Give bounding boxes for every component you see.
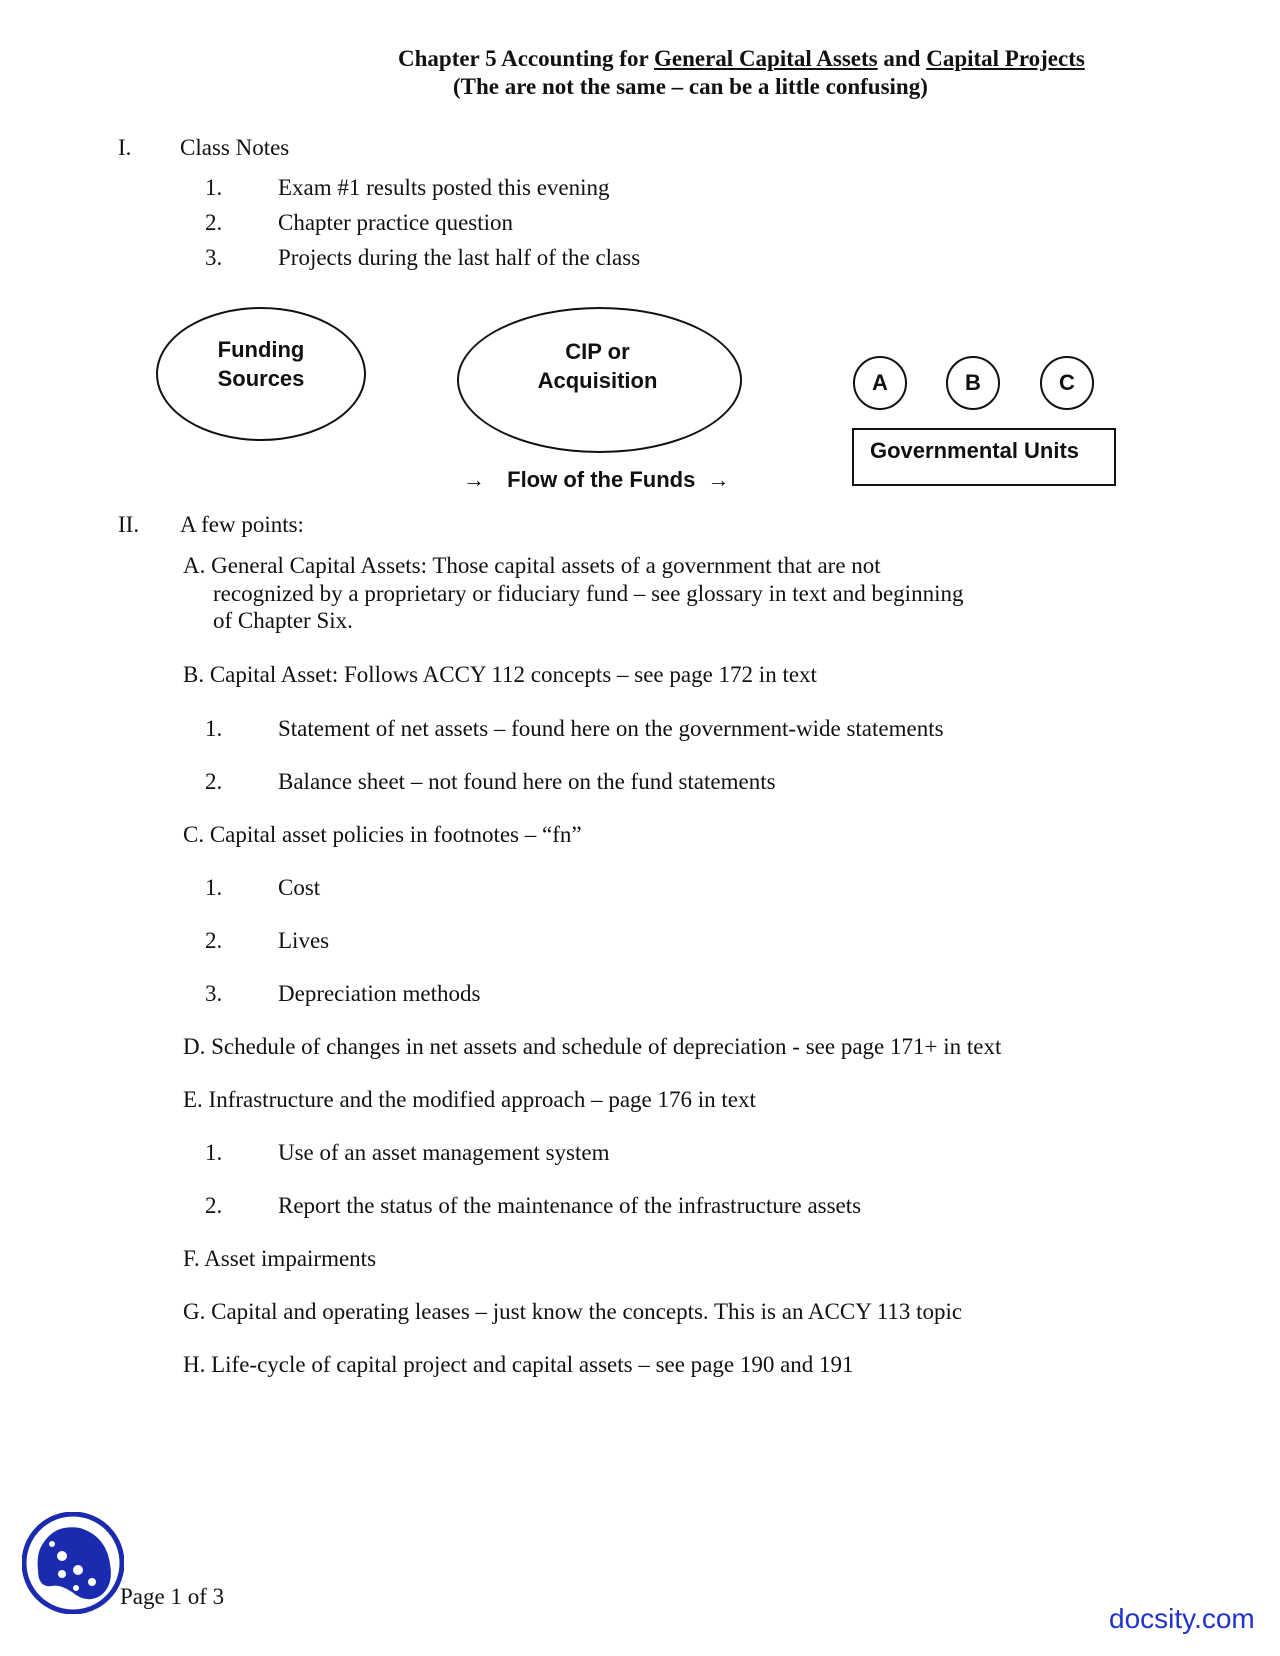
point-f: F. Asset impairments xyxy=(183,1246,377,1271)
point-b: B. Capital Asset: Follows ACCY 112 concepts – see page 172 in text xyxy=(183,662,817,687)
unit-b-circle: B xyxy=(946,356,1000,410)
cip-acquisition-line2: Acquisition xyxy=(537,368,658,393)
page-subtitle: (The are not the same – can be a little confusing) xyxy=(453,74,928,99)
flow-of-funds xyxy=(463,467,729,493)
flow-arrow-right-icon: → xyxy=(707,467,730,492)
unit-a-circle: A xyxy=(853,356,907,410)
point-b-item: Balance sheet – not found here on the fund statements xyxy=(278,769,776,794)
docsity-watermark[interactable]: docsity.com xyxy=(1109,1603,1255,1634)
flow-label: Flow of the Funds xyxy=(507,467,696,492)
point-c-item: Cost xyxy=(278,875,321,900)
section1-item: Chapter practice question xyxy=(278,210,514,235)
point-b-item: Statement of net assets – found here on the government-wide statements xyxy=(278,716,944,741)
title-and: and xyxy=(883,46,921,71)
unit-c-circle: C xyxy=(1040,356,1094,410)
section1-item: Exam #1 results posted this evening xyxy=(278,175,610,200)
section1-heading: Class Notes xyxy=(180,135,290,160)
point-a-line1: A. General Capital Assets: Those capital assets of a government that are not xyxy=(183,553,881,578)
section1-numeral: I. xyxy=(118,135,132,160)
cip-acquisition-line1: CIP or xyxy=(565,339,630,364)
title-capital-projects: Capital Projects xyxy=(926,46,1085,71)
point-a-line2: recognized by a proprietary or fiduciary fund – see glossary in text and beginning xyxy=(213,581,964,606)
title-prefix: Chapter 5 Accounting for xyxy=(398,46,649,71)
point-h: H. Life-cycle of capital project and capital assets – see page 190 and 191 xyxy=(183,1352,854,1377)
point-g: G. Capital and operating leases – just know the concepts. This is an ACCY 113 topic xyxy=(183,1299,963,1324)
docsity-logo-icon xyxy=(22,1512,124,1614)
point-b-item-num: 2. xyxy=(205,769,223,794)
section1-item: Projects during the last half of the class xyxy=(278,245,641,270)
funding-sources-line2: Sources xyxy=(217,366,305,391)
cip-acquisition-ellipse xyxy=(457,307,742,453)
point-c-item-num: 3. xyxy=(205,981,223,1006)
section2-numeral: II. xyxy=(118,512,140,537)
page-title xyxy=(398,46,1085,72)
point-d: D. Schedule of changes in net assets and schedule of depreciation - see page 171+ in text xyxy=(183,1034,1002,1059)
point-c: C. Capital asset policies in footnotes – “fn” xyxy=(183,822,582,847)
point-c-item: Depreciation methods xyxy=(278,981,481,1006)
funding-sources-ellipse xyxy=(156,307,366,441)
point-b-item-num: 1. xyxy=(205,716,223,741)
point-e: E. Infrastructure and the modified approach – page 176 in text xyxy=(183,1087,756,1112)
point-c-item: Lives xyxy=(278,928,330,953)
section2-heading: A few points: xyxy=(180,512,304,537)
governmental-units-box: Governmental Units xyxy=(852,428,1116,486)
funding-sources-line1: Funding xyxy=(217,337,305,362)
point-e-item: Report the status of the maintenance of the infrastructure assets xyxy=(278,1193,862,1218)
section1-item-num: 1. xyxy=(205,175,223,200)
point-e-item: Use of an asset management system xyxy=(278,1140,610,1165)
point-c-item-num: 2. xyxy=(205,928,223,953)
section1-item-num: 2. xyxy=(205,210,223,235)
section1-item-num: 3. xyxy=(205,245,223,270)
point-e-item-num: 2. xyxy=(205,1193,223,1218)
flow-arrow-left-icon: → xyxy=(463,467,485,492)
point-c-item-num: 1. xyxy=(205,875,223,900)
point-a-line3: of Chapter Six. xyxy=(213,608,353,633)
page-number: Page 1 of 3 xyxy=(120,1584,225,1609)
title-general-capital-assets: General Capital Assets xyxy=(654,46,878,71)
point-e-item-num: 1. xyxy=(205,1140,223,1165)
